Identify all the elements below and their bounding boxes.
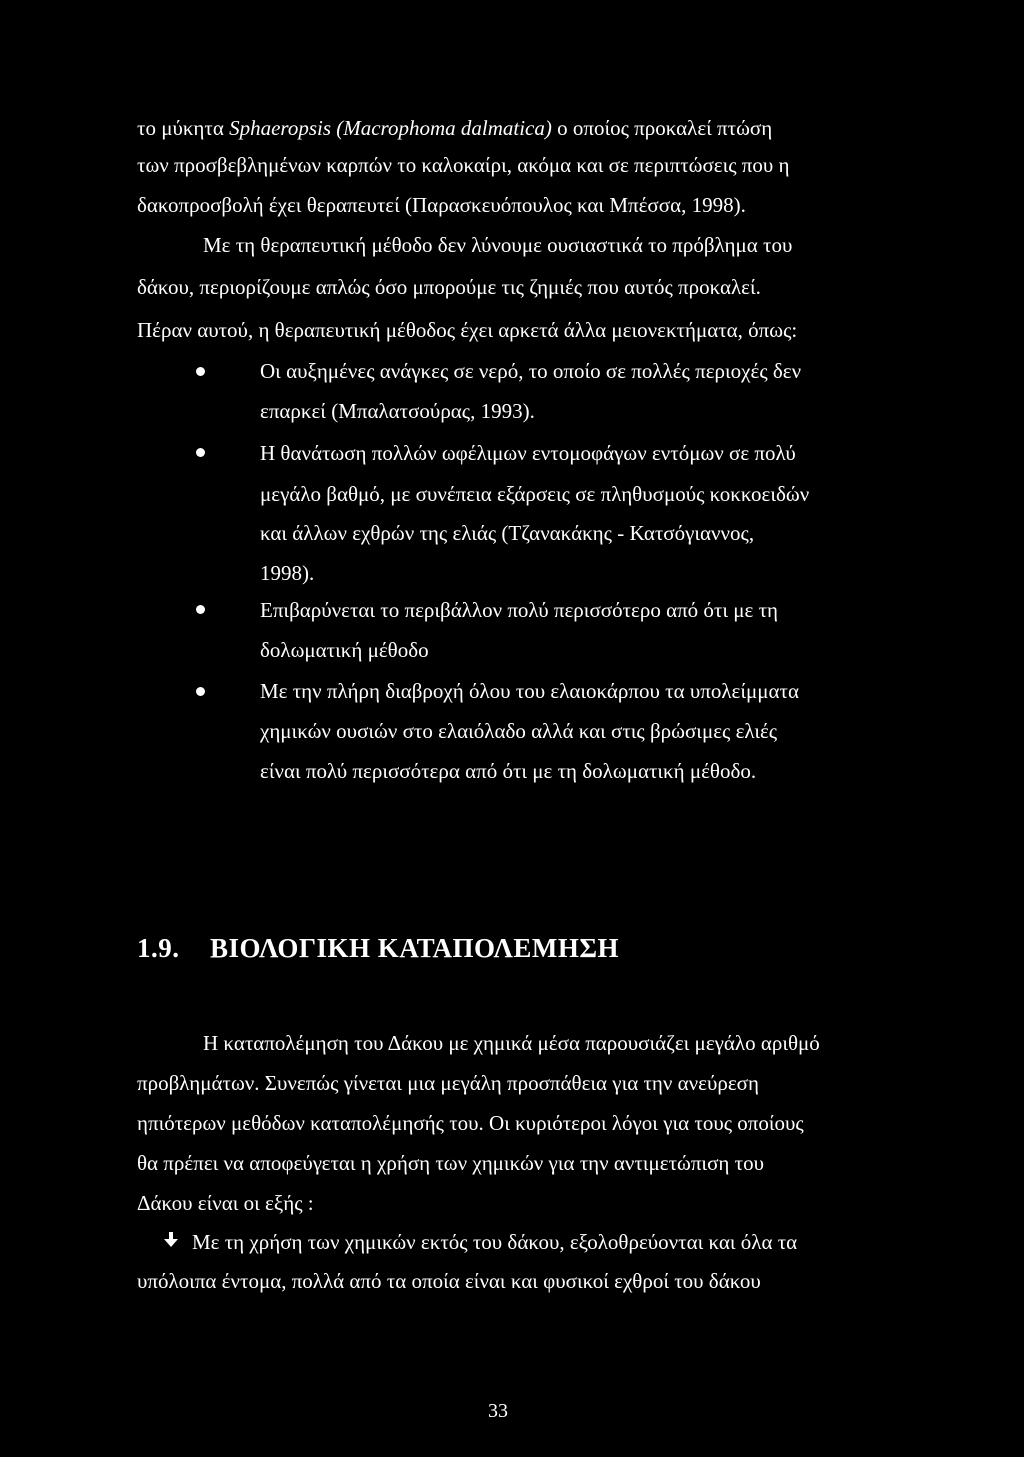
- paragraph1-line1-post: ο οποίος προκαλεί πτώση: [551, 116, 773, 140]
- bullet4-line3: είναι πολύ περισσότερα από ότι με τη δολωματική μέθοδο.: [260, 759, 757, 783]
- paragraph3-line3: ηπιότερων μεθόδων καταπολέμησής του. Οι κυριότεροι λόγοι για τους οποίους: [137, 1111, 804, 1135]
- page-number: 33: [488, 1400, 508, 1422]
- bullet4-line1: Με την πλήρη διαβροχή όλου του ελαιοκάρπου τα υπολείμματα: [260, 679, 799, 703]
- section-title: ΒΙΟΛΟΓΙΚΗ ΚΑΤΑΠΟΛΕΜΗΣΗ: [210, 933, 620, 963]
- bullet2-line2: μεγάλο βαθμό, με συνέπεια εξάρσεις σε πληθυσμούς κοκκοειδών: [260, 482, 810, 506]
- bullet4-line2: χημικών ουσιών στο ελαιόλαδο αλλά και στις βρώσιμες ελιές: [260, 719, 778, 743]
- bullet-dot-4: [196, 687, 205, 696]
- reason1-line2: υπόλοιπα έντομα, πολλά από τα οποία είναι και φυσικοί εχθροί του δάκου: [137, 1269, 761, 1293]
- paragraph2-line2: δάκου, περιορίζουμε απλώς όσο μπορούμε τις ζημιές που αυτός προκαλεί.: [137, 275, 761, 299]
- bullet2-line4: 1998).: [260, 561, 315, 585]
- paragraph2-line3: Πέραν αυτού, η θεραπευτική μέθοδος έχει αρκετά άλλα μειονεκτήματα, όπως:: [137, 318, 798, 342]
- bullet3-line2: δολωματική μέθοδο: [260, 638, 429, 662]
- bullet-dot-3: [196, 605, 205, 614]
- paragraph2-line1: Με τη θεραπευτική μέθοδο δεν λύνουμε ουσιαστικά το πρόβλημα του: [203, 233, 793, 257]
- section-number: 1.9.: [137, 933, 180, 963]
- species-name: Sphaeropsis (Macrophoma dalmatica): [229, 116, 552, 140]
- arrow-bullet-svg: [161, 1229, 181, 1249]
- reason1-line1: Με τη χρήση των χημικών εκτός του δάκου, εξολοθρεύονται και όλα τα: [192, 1230, 798, 1254]
- bullet-dot-1: [196, 367, 205, 376]
- paragraph1-line1: [137, 115, 772, 141]
- paragraph3-line4: θα πρέπει να αποφεύγεται η χρήση των χημικών για την αντιμετώπιση του: [137, 1151, 764, 1175]
- bullet3-line1: Επιβαρύνεται το περιβάλλον πολύ περισσότερο από ότι με τη: [260, 598, 779, 622]
- arrow-bullet-icon: [161, 1229, 181, 1255]
- bullet-dot-2: [196, 448, 205, 457]
- paragraph3-line1: Η καταπολέμηση του Δάκου με χημικά μέσα παρουσιάζει μεγάλο αριθμό: [203, 1031, 820, 1055]
- paragraph1-line1-pre: το μύκητα: [137, 116, 230, 140]
- bullet1-line1: Οι αυξημένες ανάγκες σε νερό, το οποίο σε πολλές περιοχές δεν: [260, 359, 802, 383]
- paragraph3-line5: Δάκου είναι οι εξής :: [137, 1191, 314, 1215]
- paragraph3-line2: προβλημάτων. Συνεπώς γίνεται μια μεγάλη προσπάθεια για την ανεύρεση: [137, 1071, 759, 1095]
- paragraph1-line3: δακοπροσβολή έχει θεραπευτεί (Παρασκευόπουλος και Μπέσσα, 1998).: [137, 193, 746, 217]
- paragraph1-line2: των προσβεβλημένων καρπών το καλοκαίρι, ακόμα και σε περιπτώσεις που η: [137, 153, 790, 177]
- bullet1-line2: επαρκεί (Μπαλατσούρας, 1993).: [260, 399, 535, 423]
- bullet2-line1: Η θανάτωση πολλών ωφέλιμων εντομοφάγων εντόμων σε πολύ: [260, 441, 796, 465]
- bullet2-line3: και άλλων εχθρών της ελιάς (Τζανακάκης - Κατσόγιαννος,: [260, 521, 755, 545]
